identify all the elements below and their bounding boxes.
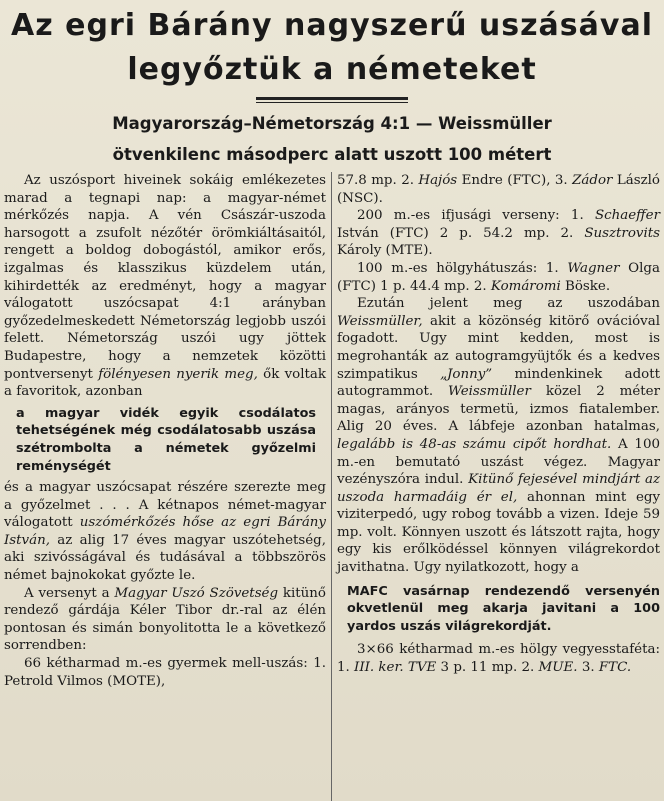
column-divider (331, 172, 332, 801)
headline-rule-thin (256, 102, 408, 103)
right-paragraph-1: 57.8 mp. 2. Hajós Endre (FTC), 3. Zádor László (NSC). (337, 173, 660, 206)
left-highlight-box: a magyar vidék egyik csodálatos tehetségének még csodálatosabb uszása szétrombolta a németek győzelmi reménységét (16, 405, 316, 474)
left-column (4, 172, 326, 690)
left-paragraph-2: és a magyar uszócsapat részére szerezte meg a győzelmet . . . A kétnapos német-magyar válogatott uszómérkőzés hőse az egri Bárány István, az alig 17 éves magyar uszótehetség, aki szivósságával és tudásával a többszörös német bajnokokat győzte le. (4, 480, 326, 584)
subheadline-line-2: ötvenkilenc másodperc alatt uszott 100 métert (112, 145, 552, 164)
headline-rule-thick (256, 97, 408, 100)
right-paragraph-3: 100 m.-es hölgyhátuszás: 1. Wagner Olga (FTC) 1 p. 44.4 mp. 2. Komáromi Böske. (337, 260, 660, 294)
left-paragraph-1: Az uszósport hiveinek sokáig emlékezetes marad a tegnapi nap: a magyar-német mérkőzés napja. A vén Császár-uszoda harsogott a zsufolt nézőtér örömkiáltásaitól, rengett a boldog dobogástól, amikor erős, izgalmas és klasszikus küzdelem után, kihirdették az eredményt, hogy a magyar válogatott uszócsapat 4:1 arányban győzedelmeskedett Németország legjobb uszói felett. Németország uszói ugy jöttek Budapestre, hogy a nemzetek közötti pontversenyt fölényesen nyerik meg, ők voltak a favoritok, azonban (4, 173, 327, 400)
right-paragraph-2: 200 m.-es ifjusági verseny: 1. Schaeffer István (FTC) 2 p. 54.2 mp. 2. Susztrovits Károly (MTE). (337, 208, 660, 259)
headline-line-1: Az egri Bárány nagyszerű uszásával (11, 8, 653, 43)
left-paragraph-3: A versenyt a Magyar Uszó Szövetség kitünő rendező gárdája Kéler Tibor dr.-ral az élén pontosan és simán bonyolitotta le a következő sorrendben: (4, 585, 326, 654)
subheadline-line-1: Magyarország–Németország 4:1 — Weissmüller (112, 114, 552, 133)
right-highlight-box: MAFC vasárnap rendezendő versenyén okvetlenül meg akarja javitani a 100 yardos uszás világrekordját. (347, 583, 660, 634)
left-paragraph-4: 66 kétharmad m.-es gyermek mell-uszás: 1. Petrold Vilmos (MOTE), (4, 656, 326, 689)
right-paragraph-5: 3×66 kétharmad m.-es hölgy vegyesstaféta: 1. III. ker. TVE 3 p. 11 mp. 2. MUE. 3. FTC. (337, 642, 660, 676)
right-paragraph-4: Ezután jelent meg az uszodában Weissmüller, akit a közönség kitörő ovációval fogadott. Ugy mint kedden, most is megrohanták az autogramgyüjtők és a kedves szimpatikus „Jonny” mindenkinek adott autogrammot. Weissmüller közel 2 méter magas, arányos termetü, izmos fiatalember. Alig 20 éves. A lábfeje azonban hatalmas, legalább is 48-as számu cipőt hordhat. A 100 m.-en bemutató uszást végez. Magyar vezényszóra indul. Kitünő fejesével mindjárt az uszoda harmadáig ér el, ahonnan mint egy viziterpedó, ugy robog tovább a vizen. Ideje 59 mp. volt. Könnyen uszott és látszott rajta, hogy egy kis erőlködéssel könnyen világrekordot javithatna. Ugy nyilatkozott, hogy a (337, 296, 661, 576)
headline-line-2: legyőztük a németeket (127, 52, 537, 87)
right-column (337, 172, 660, 677)
